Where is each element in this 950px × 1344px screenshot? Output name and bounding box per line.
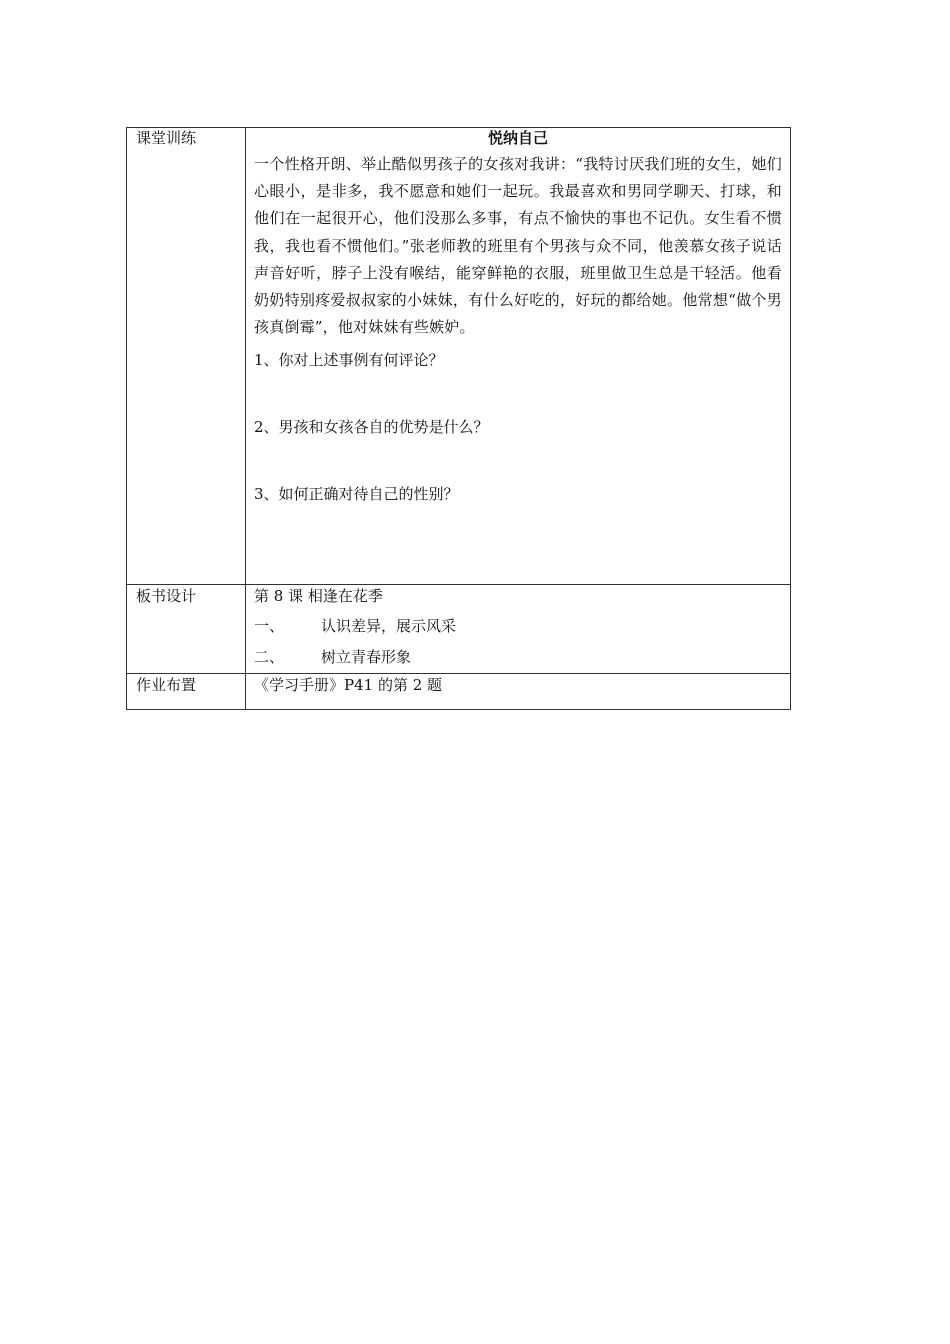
- question-1: 1、你对上述事例有何评论？: [254, 351, 444, 370]
- board-item: [254, 642, 782, 673]
- training-content: [246, 128, 791, 585]
- board-item-number: 一、: [254, 617, 285, 635]
- board-item: [254, 611, 782, 642]
- passage-title: 悦纳自己: [487, 129, 548, 147]
- board-item-text: 认识差异，展示风采: [321, 617, 457, 635]
- homework-row: [127, 674, 791, 710]
- passage-text: 一个性格开朗、举止酷似男孩子的女孩对我讲：“我特讨厌我们班的女生，她们心眼小，是非多，我不愿意和她们一起玩。我最喜欢和男同学聊天、打球，和他们在一起很开心，他们没那么多事，有点不愉快的事也不记仇。女生看不惯我，我也看不惯他们。”张老师教的班里有个男孩与众不同，他羡慕女孩子说话声音好听，脖子上没有喉结，能穿鲜艳的衣服，班里做卫生总是干轻活。他看奶奶特别疼爱叔叔家的小妹妹，有什么好吃的，好玩的都给她。他常想“做个男孩真倒霉”，他对妹妹有些嫉妒。: [254, 155, 782, 337]
- lesson-plan-table: [126, 127, 791, 710]
- board-item-number: 二、: [254, 648, 285, 666]
- board-design-content: [246, 585, 791, 674]
- board-item-text: 树立青春形象: [321, 648, 412, 666]
- question-2: 2、男孩和女孩各自的优势是什么？: [254, 418, 489, 437]
- training-row: [127, 128, 791, 585]
- board-design-label: 板书设计: [127, 585, 246, 674]
- board-design-row: [127, 585, 791, 674]
- question-3: 3、如何正确对待自己的性别？: [254, 485, 459, 504]
- homework-label: 作业布置: [127, 674, 246, 710]
- training-label: 课堂训练: [127, 128, 246, 585]
- board-heading: 第 8 课 相逢在花季: [254, 587, 383, 605]
- homework-text: 《学习手册》P41 的第 2 题: [246, 674, 791, 710]
